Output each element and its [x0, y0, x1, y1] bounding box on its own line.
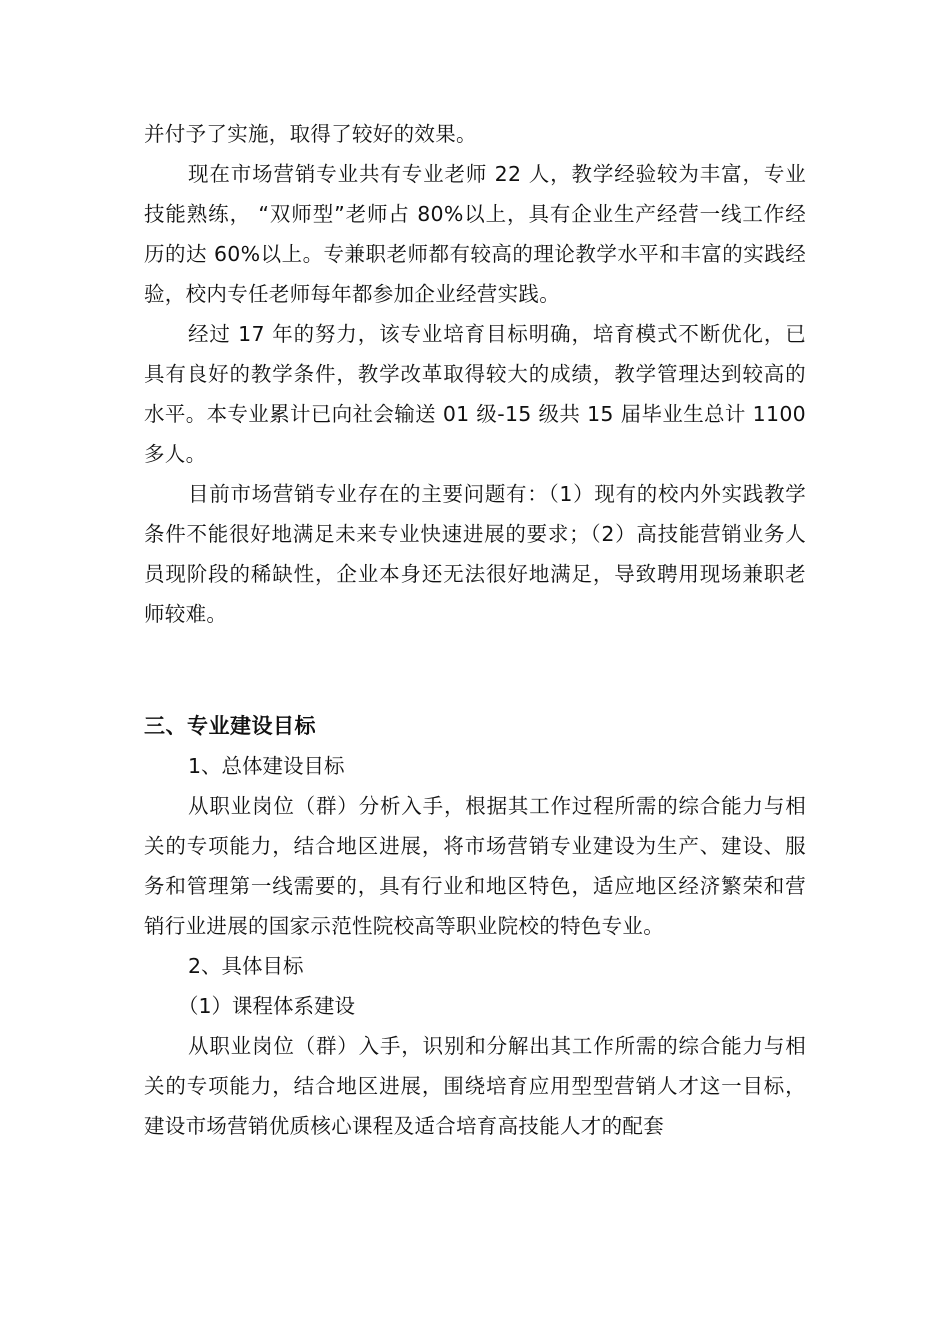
paragraph-curriculum: 从职业岗位（群）入手，识别和分解出其工作所需的综合能力与相关的专项能力，结合地区进展，围绕培育应用型型营销人才这一目标，建设市场营销优质核心课程及适合培育高技能人才的配套 [144, 1034, 806, 1138]
section-spacer [144, 634, 806, 706]
subsection-title-overall: 1、总体建设目标 [188, 754, 345, 778]
document-body [144, 114, 806, 1146]
subsection-title-specific: 2、具体目标 [188, 954, 304, 978]
subsection-title-curriculum: （1）课程体系建设 [178, 994, 356, 1018]
section-heading: 三、专业建设目标 [144, 714, 316, 738]
paragraph-overall-goal: 从职业岗位（群）分析入手，根据其工作过程所需的综合能力与相关的专项能力，结合地区进展，将市场营销专业建设为生产、建设、服务和管理第一线需要的，具有行业和地区特色，适应地区经济繁荣和营销行业进展的国家示范性院校高等职业院校的特色专业。 [144, 794, 806, 938]
paragraph-achievements: 经过 17 年的努力，该专业培育目标明确，培育模式不断优化，已具有良好的教学条件，教学改革取得较大的成绩，教学管理达到较高的水平。本专业累计已向社会输送 01 级-15 级共 15 届毕业生总计 1100 多人。 [144, 322, 806, 466]
paragraph-continuation: 并付予了实施，取得了较好的效果。 [144, 122, 477, 146]
paragraph-faculty: 现在市场营销专业共有专业老师 22 人，教学经验较为丰富，专业技能熟练， “双师型”老师占 80%以上，具有企业生产经营一线工作经历的达 60%以上。专兼职老师都有较高的理论教学水平和丰富的实践经验，校内专任老师每年都参加企业经营实践。 [144, 162, 806, 306]
paragraph-problems: 目前市场营销专业存在的主要问题有：（1）现有的校内外实践教学条件不能很好地满足未来专业快速进展的要求；（2）高技能营销业务人员现阶段的稀缺性，企业本身还无法很好地满足，导致聘用现场兼职老师较难。 [144, 482, 806, 626]
